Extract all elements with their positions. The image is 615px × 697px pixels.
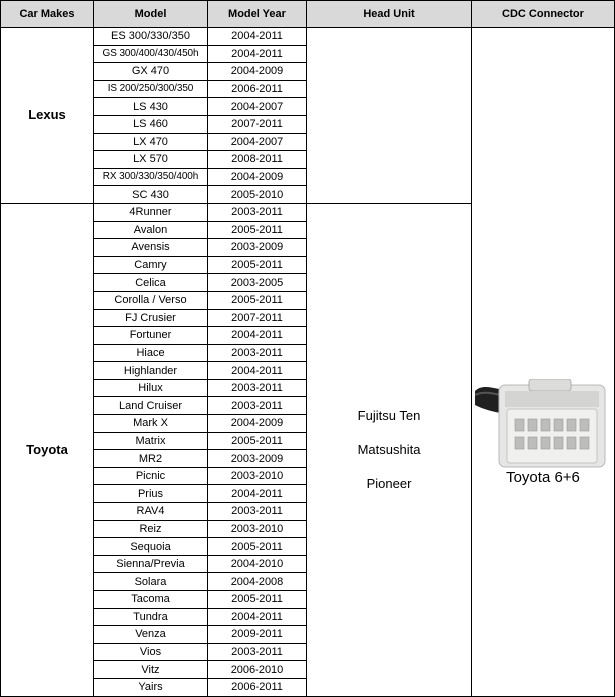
model-cell: LX 470: [94, 133, 208, 151]
model-year-cell: 2004-2010: [208, 555, 307, 573]
model-cell: RX 300/330/350/400h: [94, 168, 208, 186]
model-year-cell: 2004-2009: [208, 415, 307, 433]
model-cell: GX 470: [94, 63, 208, 81]
model-cell: Venza: [94, 626, 208, 644]
model-year-cell: 2004-2011: [208, 608, 307, 626]
model-cell: Highlander: [94, 362, 208, 380]
car-make-lexus: Lexus: [1, 28, 94, 204]
connector-figure: [472, 379, 614, 485]
model-cell: 4Runner: [94, 203, 208, 221]
model-year-cell: 2008-2011: [208, 151, 307, 169]
header-model: Model: [94, 1, 208, 28]
model-cell: Matrix: [94, 432, 208, 450]
model-cell: Sequoia: [94, 538, 208, 556]
header-model-year: Model Year: [208, 1, 307, 28]
model-year-cell: 2003-2009: [208, 239, 307, 257]
header-car-makes: Car Makes: [1, 1, 94, 28]
head-unit-item: Pioneer: [366, 475, 412, 491]
model-year-cell: 2005-2011: [208, 256, 307, 274]
model-year-cell: 2009-2011: [208, 626, 307, 644]
model-year-cell: 2004-2009: [208, 63, 307, 81]
model-cell: Corolla / Verso: [94, 291, 208, 309]
model-cell: Camry: [94, 256, 208, 274]
model-year-cell: 2003-2010: [208, 467, 307, 485]
model-cell: Tacoma: [94, 591, 208, 609]
head-unit-item: Fujitsu Ten: [357, 407, 421, 423]
model-year-cell: 2004-2011: [208, 485, 307, 503]
model-year-cell: 2003-2011: [208, 344, 307, 362]
model-year-cell: 2006-2010: [208, 661, 307, 679]
header-row: [1, 1, 615, 28]
head-unit-cell-toyota: [307, 203, 472, 696]
cdc-connector-cell: [472, 28, 615, 697]
model-cell: Vios: [94, 643, 208, 661]
model-year-cell: 2006-2011: [208, 80, 307, 98]
model-cell: MR2: [94, 450, 208, 468]
model-cell: Avensis: [94, 239, 208, 257]
model-year-cell: 2004-2011: [208, 327, 307, 345]
model-cell: FJ Crusier: [94, 309, 208, 327]
table-body: [1, 28, 615, 697]
model-cell: ES 300/330/350: [94, 28, 208, 46]
model-cell: Fortuner: [94, 327, 208, 345]
model-year-cell: 2005-2011: [208, 291, 307, 309]
model-year-cell: 2003-2011: [208, 503, 307, 521]
header-cdc-connector: CDC Connector: [472, 1, 615, 28]
model-cell: Avalon: [94, 221, 208, 239]
model-year-cell: 2004-2011: [208, 362, 307, 380]
model-cell: Reiz: [94, 520, 208, 538]
model-year-cell: 2003-2011: [208, 203, 307, 221]
model-cell: Land Cruiser: [94, 397, 208, 415]
model-cell: IS 200/250/300/350: [94, 80, 208, 98]
model-cell: Prius: [94, 485, 208, 503]
model-cell: RAV4: [94, 503, 208, 521]
model-year-cell: 2003-2011: [208, 643, 307, 661]
model-year-cell: 2004-2007: [208, 98, 307, 116]
model-year-cell: 2003-2011: [208, 379, 307, 397]
head-unit-list: [307, 399, 471, 501]
model-year-cell: 2004-2007: [208, 133, 307, 151]
table-row: [1, 28, 615, 46]
model-year-cell: 2003-2009: [208, 450, 307, 468]
model-cell: Tundra: [94, 608, 208, 626]
connector-label: Toyota 6+6: [506, 468, 580, 486]
model-year-cell: 2004-2009: [208, 168, 307, 186]
model-cell: LS 430: [94, 98, 208, 116]
header-head-unit: Head Unit: [307, 1, 472, 28]
model-year-cell: 2004-2011: [208, 45, 307, 63]
connector-photo-icon: [475, 379, 611, 469]
model-cell: Celica: [94, 274, 208, 292]
model-cell: Vitz: [94, 661, 208, 679]
model-year-cell: 2007-2011: [208, 115, 307, 133]
model-year-cell: 2003-2010: [208, 520, 307, 538]
model-year-cell: 2004-2011: [208, 28, 307, 46]
car-make-toyota: Toyota: [1, 203, 94, 696]
model-year-cell: 2007-2011: [208, 309, 307, 327]
model-cell: LS 460: [94, 115, 208, 133]
model-cell: Sienna/Previa: [94, 555, 208, 573]
model-cell: GS 300/400/430/450h: [94, 45, 208, 63]
model-year-cell: 2004-2008: [208, 573, 307, 591]
head-unit-cell-lexus: [307, 28, 472, 204]
model-year-cell: 2005-2011: [208, 591, 307, 609]
model-cell: Hilux: [94, 379, 208, 397]
model-year-cell: 2005-2010: [208, 186, 307, 204]
model-year-cell: 2005-2011: [208, 538, 307, 556]
model-cell: Hiace: [94, 344, 208, 362]
model-cell: Picnic: [94, 467, 208, 485]
model-year-cell: 2006-2011: [208, 678, 307, 696]
model-cell: Mark X: [94, 415, 208, 433]
model-year-cell: 2003-2011: [208, 397, 307, 415]
model-cell: SC 430: [94, 186, 208, 204]
model-year-cell: 2003-2005: [208, 274, 307, 292]
model-year-cell: 2005-2011: [208, 221, 307, 239]
model-cell: Yairs: [94, 678, 208, 696]
model-year-cell: 2005-2011: [208, 432, 307, 450]
model-cell: Solara: [94, 573, 208, 591]
model-cell: LX 570: [94, 151, 208, 169]
head-unit-item: Matsushita: [357, 441, 421, 457]
